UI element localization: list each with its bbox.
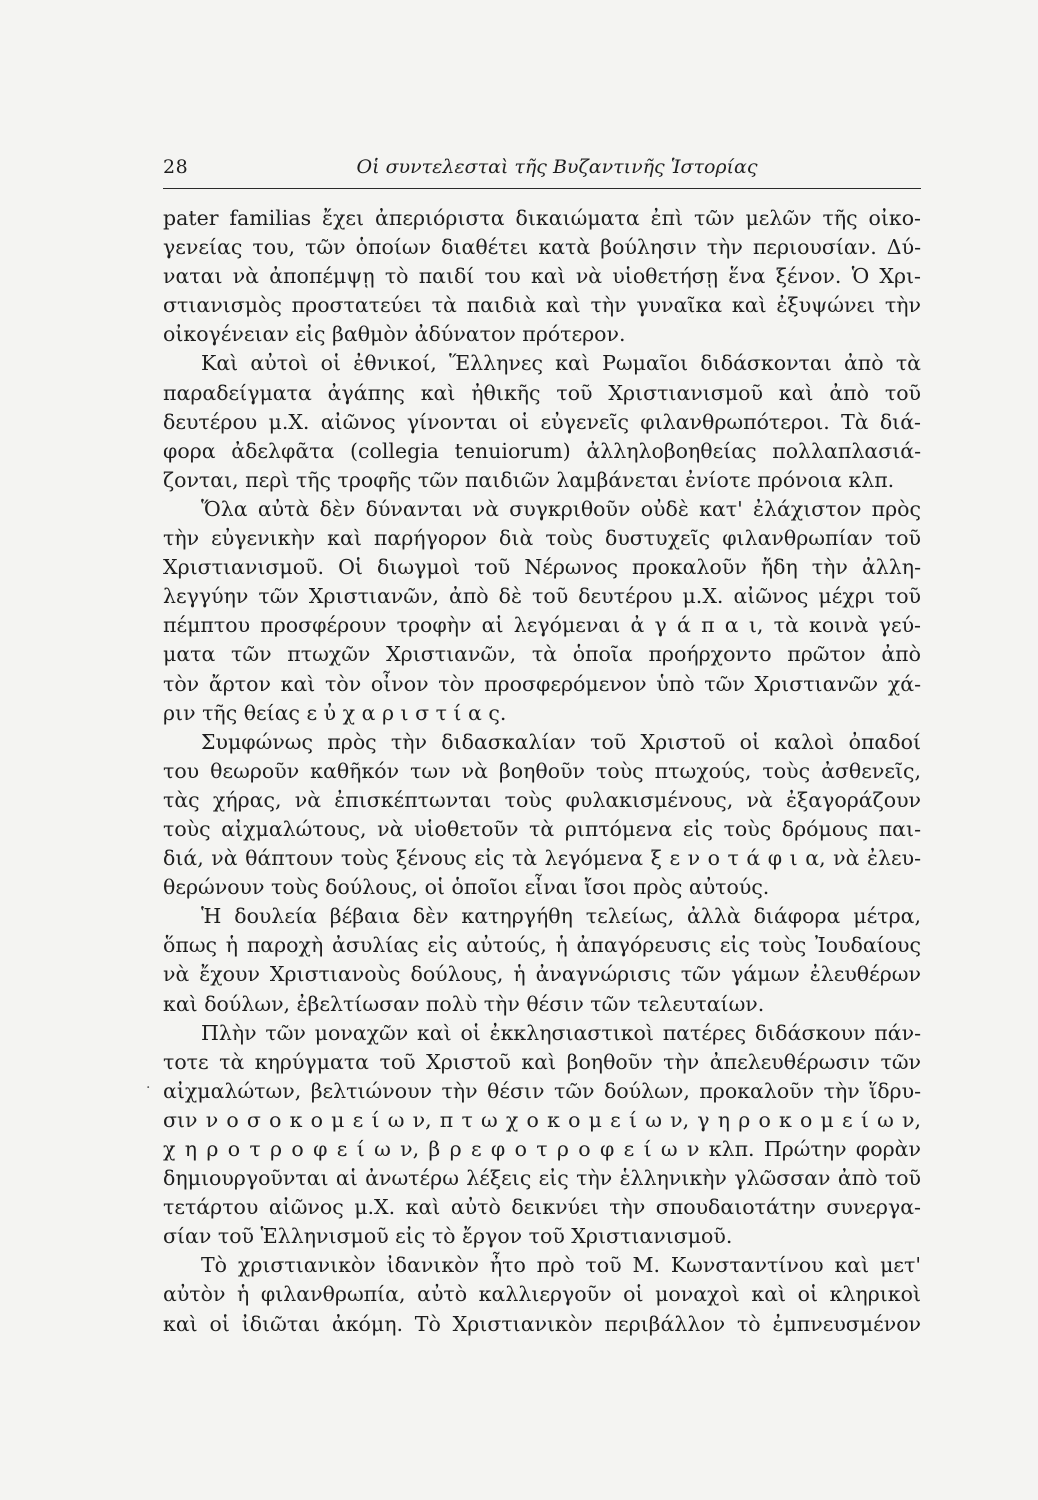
text-line: τὴν εὐγενικὴν καὶ παρήγορον διὰ τοὺς δυστυχεῖς φιλανθρωπίαν τοῦ bbox=[163, 526, 921, 551]
text-line: ριν τῆς θείας ε ὐ χ α ρ ι σ τ ί α ς. bbox=[163, 700, 507, 725]
text-line: ναται νὰ ἀποπέμψῃ τὸ παιδί του καὶ νὰ υἱοθετήσῃ ἕνα ξένον. Ὁ Χρι- bbox=[163, 264, 921, 289]
text-line: Ὅλα αὐτὰ δὲν δύνανται νὰ συγκριθοῦν οὐδὲ κατ' ἐλάχιστον πρὸς bbox=[201, 496, 921, 521]
text-line: τοτε τὰ κηρύγματα τοῦ Χριστοῦ καὶ βοηθοῦν τὴν ἀπελευθέρωσιν τῶν bbox=[163, 1049, 921, 1074]
body-text bbox=[163, 204, 921, 1339]
text-line: λεγγύην τῶν Χριστιανῶν, ἀπὸ δὲ τοῦ δευτέρου μ.Χ. αἰῶνος μέχρι τοῦ bbox=[163, 584, 921, 609]
text-line: χ η ρ ο τ ρ ο φ ε ί ω ν, β ρ ε φ ο τ ρ ο φ ε ί ω ν κλπ. Πρώτην φορὰν bbox=[163, 1137, 921, 1161]
text-line: θερώνουν τοὺς δούλους, οἱ ὁποῖοι εἶναι ἴσοι πρὸς αὐτούς. bbox=[163, 875, 770, 900]
text-line: καὶ δούλων, ἐβελτίωσαν πολὺ τὴν θέσιν τῶν τελευταίων. bbox=[163, 991, 765, 1016]
text-line: Χριστιανισμοῦ. Οἱ διωγμοὶ τοῦ Νέρωνος προκαλοῦν ἤδη τὴν ἀλλη- bbox=[163, 555, 921, 580]
text-line: pater familias ἔχει ἀπεριόριστα δικαιώματα ἐπὶ τῶν μελῶν τῆς οἰκο- bbox=[163, 206, 921, 230]
text-line: νὰ ἔχουν Χριστιανοὺς δούλους, ἡ ἀναγνώρισις τῶν γάμων ἐλευθέρων bbox=[163, 962, 921, 987]
text-line: Καὶ αὐτοὶ οἱ ἐθνικοί, Ἕλληνες καὶ Ρωμαῖοι διδάσκονται ἀπὸ τὰ bbox=[201, 351, 921, 376]
paragraph bbox=[163, 902, 921, 1018]
paragraph bbox=[163, 204, 921, 349]
page-number: 28 bbox=[163, 156, 189, 178]
page-header bbox=[163, 152, 921, 189]
text-line: Συμφώνως πρὸς τὴν διδασκαλίαν τοῦ Χριστοῦ οἱ καλοὶ ὀπαδοί bbox=[201, 729, 921, 754]
text-line: δημιουργοῦνται αἱ ἀνωτέρω λέξεις εἰς τὴν ἑλληνικὴν γλῶσσαν ἀπὸ τοῦ bbox=[163, 1166, 921, 1191]
text-line: ὅπως ἡ παροχὴ ἀσυλίας εἰς αὐτούς, ἡ ἀπαγόρευσις εἰς τοὺς Ἰουδαίους bbox=[163, 933, 921, 958]
text-line: σίαν τοῦ Ἑλληνισμοῦ εἰς τὸ ἔργον τοῦ Χριστιανισμοῦ. bbox=[163, 1224, 733, 1249]
paragraph bbox=[163, 349, 921, 494]
text-line: ματα τῶν πτωχῶν Χριστιανῶν, τὰ ὁποῖα προήρχοντο πρῶτον ἀπὸ bbox=[163, 642, 921, 667]
text-line: φορα ἀδελφᾶτα (collegia tenuiorum) ἀλληλοβοηθείας πολλαπλασιά- bbox=[163, 438, 921, 463]
text-line: τετάρτου αἰῶνος μ.Χ. καὶ αὐτὸ δεικνύει τὴν σπουδαιοτάτην συνεργα- bbox=[163, 1195, 921, 1220]
text-line: Πλὴν τῶν μοναχῶν καὶ οἱ ἐκκλησιαστικοὶ πατέρες διδάσκουν πάν- bbox=[201, 1020, 921, 1045]
text-line: παραδείγματα ἀγάπης καὶ ἠθικῆς τοῦ Χριστιανισμοῦ καὶ ἀπὸ τοῦ bbox=[163, 380, 921, 405]
text-line: Τὸ χριστιανικὸν ἰδανικὸν ἦτο πρὸ τοῦ Μ. Κωνσταντίνου καὶ μετ' bbox=[201, 1253, 921, 1278]
text-line: οἰκογένειαν εἰς βαθμὸν ἀδύνατον πρότερον. bbox=[163, 322, 626, 347]
text-line: γενείας του, τῶν ὁποίων διαθέτει κατὰ βούλησιν τὴν περιουσίαν. Δύ- bbox=[163, 235, 921, 260]
paragraph bbox=[163, 728, 921, 903]
text-line: στιανισμὸς προστατεύει τὰ παιδιὰ καὶ τὴν γυναῖκα καὶ ἐξυψώνει τὴν bbox=[163, 293, 921, 318]
text-line: πέμπτου προσφέρουν τροφὴν αἱ λεγόμεναι ἀ γ ά π α ι, τὰ κοινὰ γεύ- bbox=[163, 613, 921, 638]
text-line: αὐτὸν ἡ φιλανθρωπία, αὐτὸ καλλιεργοῦν οἱ μοναχοὶ καὶ οἱ κληρικοὶ bbox=[163, 1282, 921, 1307]
text-line: διά, νὰ θάπτουν τοὺς ξένους εἰς τὰ λεγόμενα ξ ε ν ο τ ά φ ι α, νὰ ἐλευ- bbox=[163, 846, 921, 871]
paragraph bbox=[163, 1251, 921, 1338]
paragraph bbox=[163, 1019, 921, 1252]
text-line: τὰς χήρας, νὰ ἐπισκέπτωνται τοὺς φυλακισμένους, νὰ ἐξαγοράζουν bbox=[163, 787, 921, 812]
text-line: αἰχμαλώτων, βελτιώνουν τὴν θέσιν τῶν δούλων, προκαλοῦν τὴν ἵδρυ- bbox=[163, 1078, 921, 1103]
text-line: καὶ οἱ ἰδιῶται ἀκόμη. Τὸ Χριστιανικὸν περιβάλλον τὸ ἐμπνευσμένον bbox=[163, 1311, 921, 1336]
text-line: τὸν ἄρτον καὶ τὸν οἶνον τὸν προσφερόμενον ὑπὸ τῶν Χριστιανῶν χά- bbox=[163, 671, 921, 696]
text-line: του θεωροῦν καθῆκόν των νὰ βοηθοῦν τοὺς πτωχούς, τοὺς ἀσθενεῖς, bbox=[163, 758, 921, 783]
text-line: ζονται, περὶ τῆς τροφῆς τῶν παιδιῶν λαμβάνεται ἐνίοτε πρόνοια κλπ. bbox=[163, 467, 895, 492]
text-line: δευτέρου μ.Χ. αἰῶνος γίνονται οἱ εὐγενεῖς φιλανθρωπότεροι. Τὰ διά- bbox=[163, 409, 921, 434]
margin-mark: · bbox=[146, 1080, 151, 1096]
text-line: Ἡ δουλεία βέβαια δὲν κατηργήθη τελείως, ἀλλὰ διάφορα μέτρα, bbox=[201, 904, 921, 929]
running-title: Οἱ συντελεσταὶ τῆς Βυζαντινῆς Ἱστορίας bbox=[356, 156, 758, 178]
text-line: τοὺς αἰχμαλώτους, νὰ υἱοθετοῦν τὰ ριπτόμενα εἰς τοὺς δρόμους παι- bbox=[163, 816, 921, 841]
text-line: σιν ν ο σ ο κ ο μ ε ί ω ν, π τ ω χ ο κ ο μ ε ί ω ν, γ η ρ ο κ ο μ ε ί ω ν, bbox=[163, 1107, 921, 1132]
paragraph bbox=[163, 495, 921, 728]
